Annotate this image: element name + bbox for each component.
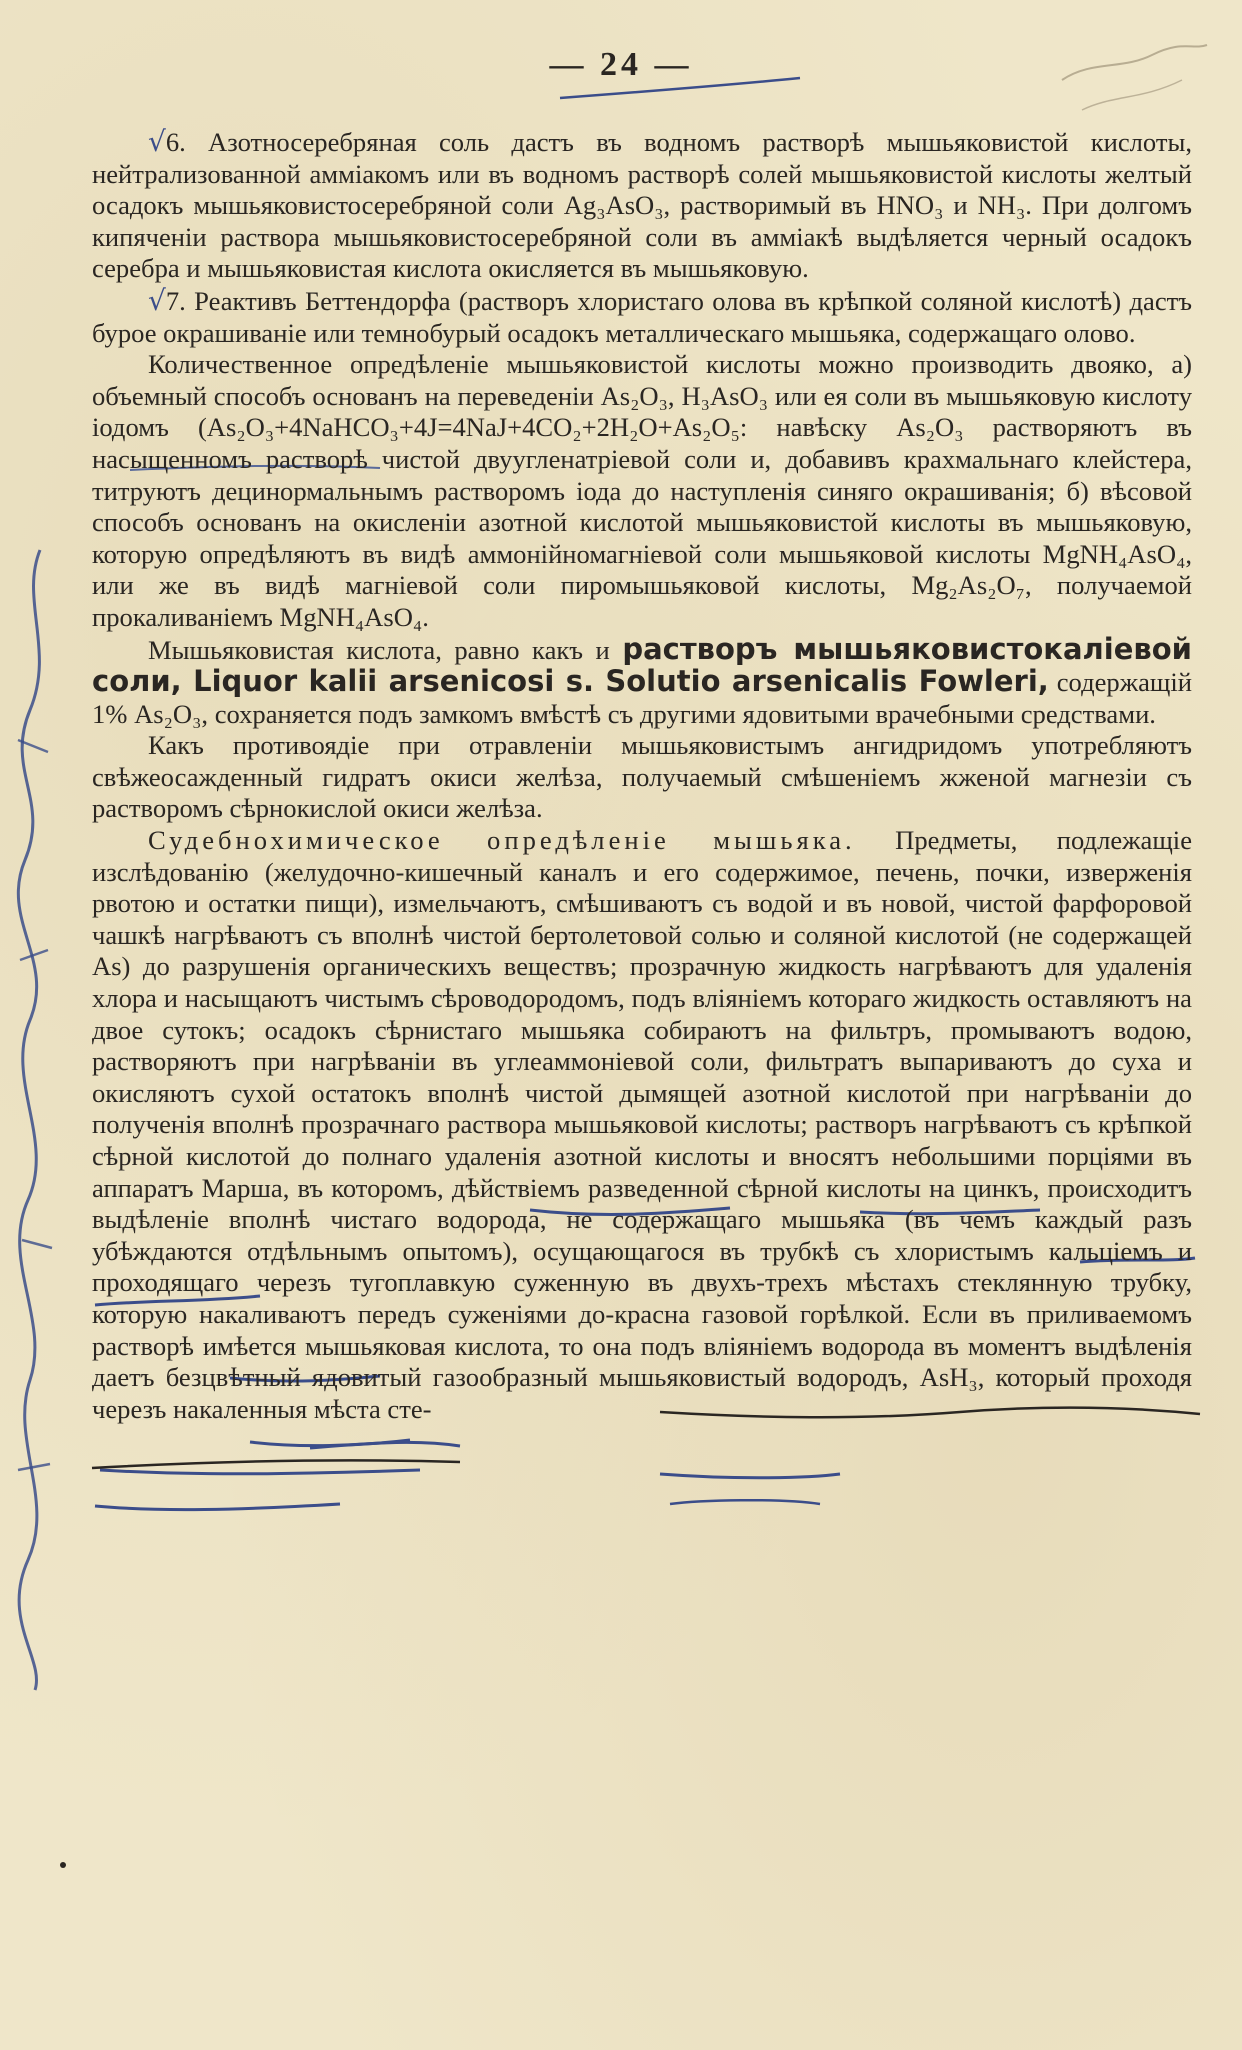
checkmark: √ (148, 283, 166, 317)
section-heading: Судебнохимическое опредѣленіе мышьяка. (148, 825, 856, 856)
margin-handwriting (0, 540, 70, 1700)
ink-dot (60, 1862, 66, 1868)
checkmark: √ (148, 125, 166, 158)
page-number: — 24 — (549, 46, 693, 83)
paragraph-fowler: Мышьяковистая кислота, равно какъ и растворъ мышьяковистокаліевой соли, Liquor kalii arsenicosi s. Solutio arsenicalis Fowleri, содержащій 1% As₂O₃, сохраняется подъ замкомъ вмѣстѣ съ другими ядовитыми врачебными средствами. (92, 631, 1192, 729)
paragraph-6: √6. Азотносеребряная соль дастъ въ водномъ растворѣ мышьяковистой кислоты, нейтрализованной амміакомъ или въ водномъ растворѣ солей мышьяковистой кислоты желтый осадокъ мышьяковистосеребряной соли Ag₃AsO₃, растворимый въ HNO₃ и NH₃. При долгомъ кипяченіи раствора мышьяковистосеребряной соли въ амміакѣ выдѣляется черный осадокъ серебра и мышьяковистая кислота окисляется въ мышьяковую. (92, 125, 1192, 284)
paragraph-antidote: Какъ противоядіе при отравленіи мышьяковистымъ ангидридомъ употребляютъ свѣжеосажденный гидратъ окиси желѣза, получаемый смѣшеніемъ жженой магнезіи съ растворомъ сѣрнокислой окиси желѣза. (92, 730, 1192, 824)
bold-term: растворъ мышьяковистокаліевой соли, Liquor kalii arsenicosi s. Solutio arsenicalis Fowleri, (92, 631, 1192, 699)
body-text (92, 126, 1192, 1425)
pencil-scribble (1052, 40, 1212, 130)
paragraph-forensic: Судебнохимическое опредѣленіе мышьяка. Предметы, подлежащіе изслѣдованію (желудочно-кишечный каналъ и его содержимое, печень, почки, изверженія рвотою и остатки пищи), измельчаютъ, смѣшиваютъ съ водой и въ новой, чистой фарфоровой чашкѣ нагрѣваютъ съ вполнѣ чистой бертолетовой солью и соляной кислотой (не содержащей As) до разрушенія органическихъ веществъ; прозрачную жидкость нагрѣваютъ для удаленія хлора и насыщаютъ чистымъ сѣроводородомъ, подъ вліяніемъ котораго жидкость оставляютъ на двое сутокъ; осадокъ сѣрнистаго мышьяка собираютъ на фильтръ, промываютъ водою, растворяютъ при нагрѣваніи въ углеаммоніевой соли, фильтратъ выпариваютъ до суха и окисляютъ сухой остатокъ вполнѣ чистой дымящей азотной кислотой при нагрѣваніи до полученія вполнѣ прозрачнаго раствора мышьяковой кислоты; растворъ нагрѣваютъ съ крѣпкой сѣрной кислотой до полнаго удаленія азотной кислоты и вносятъ небольшими порціями въ аппаратъ Марша, въ которомъ, дѣйствіемъ разведенной сѣрной кислоты на цинкъ, происходитъ выдѣленіе вполнѣ чистаго водорода, не содержащаго мышьяка (въ чемъ каждый разъ убѣждаются отдѣльнымъ опытомъ), осущающагося въ трубкѣ съ хлористымъ кальціемъ и проходящаго черезъ тугоплавкую суженную въ двухъ-трехъ мѣстахъ стеклянную трубку, которую накаливаютъ передъ суженіями до-красна газовой горѣлкой. Если въ приливаемомъ растворѣ имѣется мышьяковая кислота, то она подъ вліяніемъ водорода въ моментъ выдѣленія даетъ безцвѣтный ядовитый газообразный мышьяковистый водородъ, AsH₃, который проходя черезъ накаленныя мѣста сте- (92, 825, 1192, 1424)
paragraph-quantitative: Количественное опредѣленіе мышьяковистой кислоты можно производить двояко, а) объемный способъ основанъ на переведеніи As₂O₃, H₃AsO₃ или ея соли въ мышьяковую кислоту іодомъ (As₂O₃+4NaHCO₃+4J=4NaJ+4CO₂+2H₂O+As₂O₅: навѣску As₂O₃ растворяютъ въ насыщенномъ растворѣ чистой двуугленатріевой соли и, добавивъ крахмальнаго клейстера, титруютъ децинормальнымъ растворомъ іода до наступленія синяго окрашиванія; б) вѣсовой способъ основанъ на окисленіи азотной кислотой мышьяковистой кислоты въ мышьяковую, которую опредѣляютъ въ видѣ аммонійномагніевой соли мышьяковой кислоты MgNH₄AsO₄, или же въ видѣ магніевой соли пиромышьяковой кислоты, Mg₂As₂O₇, получаемой прокаливаніемъ MgNH₄AsO₄. (92, 349, 1192, 632)
paragraph-7: √7. Реактивъ Беттендорфа (растворъ хлористаго олова въ крѣпкой соляной кислотѣ) дастъ бурое окрашиваніе или темнобурый осадокъ металлическаго мышьяка, содержащаго олово. (92, 283, 1192, 348)
